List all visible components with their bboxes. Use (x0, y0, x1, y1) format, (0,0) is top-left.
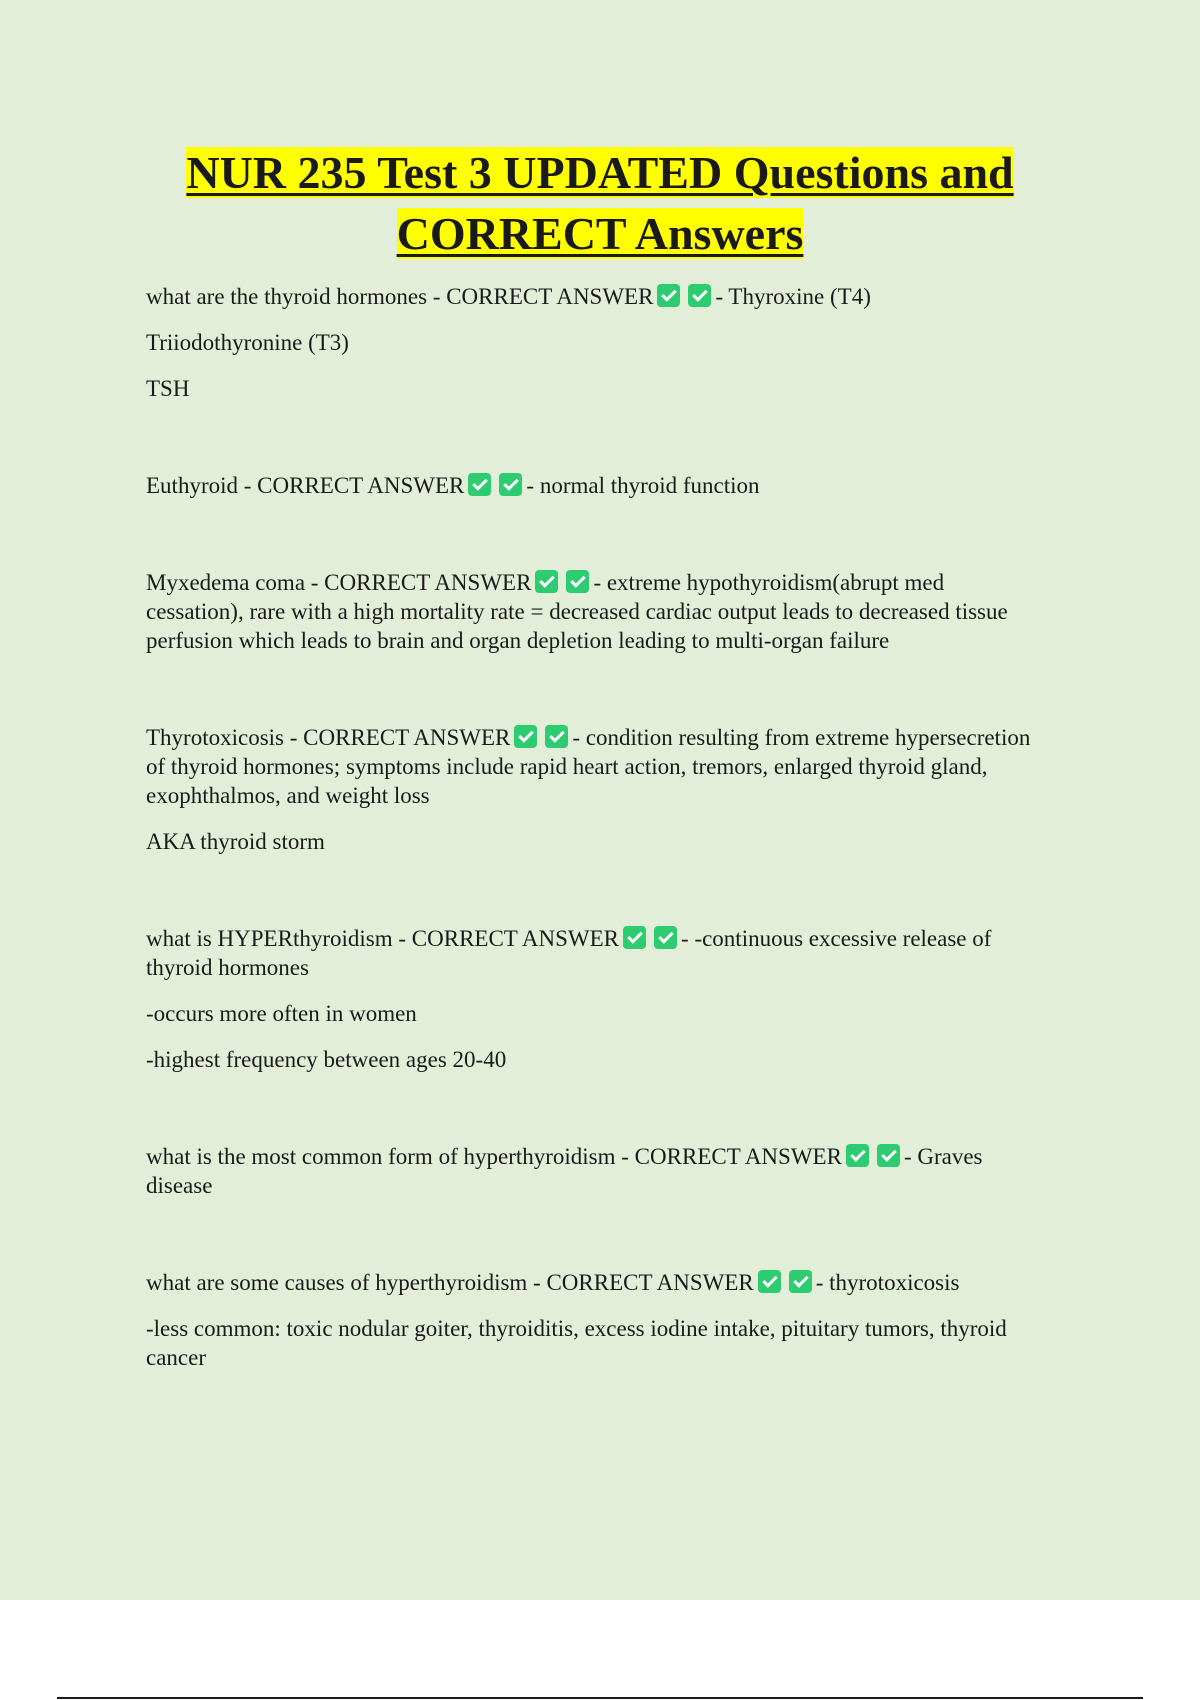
qa-item (146, 723, 1086, 856)
qa-item (146, 282, 1086, 403)
qa-item (146, 1268, 1086, 1372)
qa-list (146, 282, 1086, 1372)
answer-text: - extreme hypothyroidism(abrupt med (593, 570, 945, 595)
answer-continuation: exophthalmos, and weight loss (146, 783, 430, 808)
check-icon (758, 1270, 781, 1293)
qa-question-line (146, 282, 1086, 311)
qa-question-line (146, 568, 1086, 597)
answer-extra: AKA thyroid storm (146, 829, 325, 854)
document-title (100, 142, 1100, 264)
answer-extra: TSH (146, 376, 190, 401)
check-icon (654, 926, 677, 949)
check-icon (789, 1270, 812, 1293)
answer-extra: -highest frequency between ages 20-40 (146, 1047, 507, 1072)
check-icon (846, 1144, 869, 1167)
answer-extra: cancer (146, 1345, 206, 1370)
answer-extra: -occurs more often in women (146, 1001, 417, 1026)
qa-question-line (146, 471, 1086, 500)
question-text: what are some causes of hyperthyroidism - CORRECT ANSWER (146, 1270, 754, 1295)
check-icon (468, 473, 491, 496)
qa-question-line (146, 924, 1086, 953)
check-icon (623, 926, 646, 949)
answer-text: - Graves (903, 1144, 983, 1169)
check-icon (499, 473, 522, 496)
qa-question-line (146, 1142, 1086, 1171)
qa-question-line (146, 723, 1086, 752)
qa-question-line (146, 1268, 1086, 1297)
qa-item (146, 1142, 1086, 1200)
answer-extra: Triiodothyronine (T3) (146, 330, 349, 355)
qa-item (146, 924, 1086, 1074)
answer-text: - -continuous excessive release of (681, 926, 992, 951)
check-icon (688, 284, 711, 307)
title-line-1: NUR 235 Test 3 UPDATED Questions and (186, 147, 1014, 198)
answer-continuation: disease (146, 1173, 213, 1198)
check-icon (877, 1144, 900, 1167)
answer-continuation: cessation), rare with a high mortality rate = decreased cardiac output leads to decreased tissue (146, 599, 1008, 624)
footer-rule (57, 1697, 1143, 1699)
question-text: what are the thyroid hormones - CORRECT ANSWER (146, 284, 654, 309)
check-icon (657, 284, 680, 307)
check-icon (566, 570, 589, 593)
qa-item (146, 471, 1086, 500)
answer-text: - normal thyroid function (526, 473, 760, 498)
answer-continuation: perfusion which leads to brain and organ depletion leading to multi-organ failure (146, 628, 890, 653)
check-icon (514, 725, 537, 748)
answer-text: - condition resulting from extreme hypersecretion (572, 725, 1031, 750)
question-text: Myxedema coma - CORRECT ANSWER (146, 570, 532, 595)
question-text: Euthyroid - CORRECT ANSWER (146, 473, 465, 498)
answer-text: - Thyroxine (T4) (715, 284, 871, 309)
answer-extra: -less common: toxic nodular goiter, thyroiditis, excess iodine intake, pituitary tumors, thyroid (146, 1316, 1007, 1341)
answer-text: - thyrotoxicosis (815, 1270, 960, 1295)
title-line-2: CORRECT Answers (396, 208, 804, 259)
question-text: Thyrotoxicosis - CORRECT ANSWER (146, 725, 511, 750)
answer-continuation: of thyroid hormones; symptoms include rapid heart action, tremors, enlarged thyroid gland, (146, 754, 988, 779)
qa-item (146, 568, 1086, 655)
question-text: what is the most common form of hyperthyroidism - CORRECT ANSWER (146, 1144, 842, 1169)
answer-continuation: thyroid hormones (146, 955, 309, 980)
question-text: what is HYPERthyroidism - CORRECT ANSWER (146, 926, 620, 951)
check-icon (545, 725, 568, 748)
check-icon (535, 570, 558, 593)
